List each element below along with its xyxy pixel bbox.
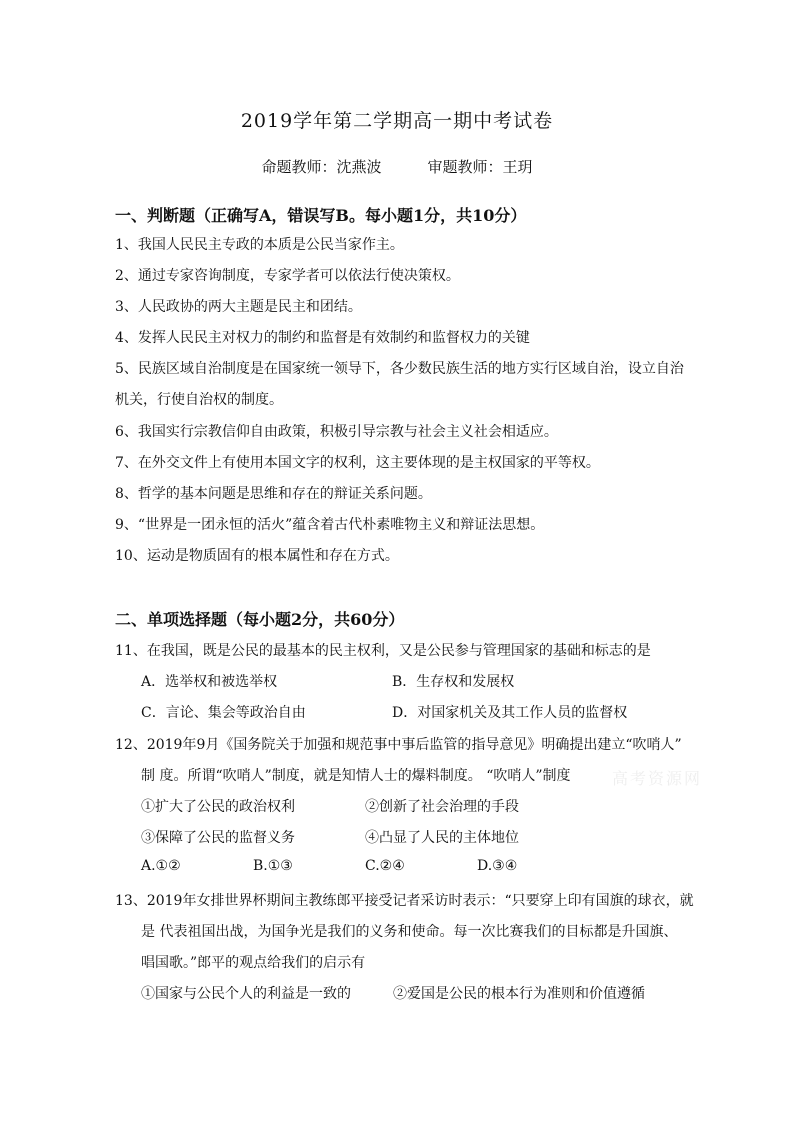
judge-item-6: 6、我国实行宗教信仰自由政策，积极引导宗教与社会主义社会相适应。 xyxy=(115,424,558,440)
authors-line xyxy=(0,156,794,177)
judge-item-7: 7、在外交文件上有使用本国文字的权利，这主要体现的是主权国家的平等权。 xyxy=(115,455,600,471)
q11-option-c: C．言论、集会等政治自由 xyxy=(141,705,306,721)
q12-option-b: B.①③ xyxy=(253,858,293,874)
judge-item-8: 8、哲学的基本问题是思维和存在的辩证关系问题。 xyxy=(115,486,432,502)
watermark: 高考资源网 xyxy=(612,769,703,788)
q12-statement-2: ②创新了社会治理的手段 xyxy=(365,799,519,815)
judge-item-2: 2、通过专家咨询制度，专家学者可以依法行使决策权。 xyxy=(115,268,460,284)
judge-item-3: 3、人民政协的两大主题是民主和团结。 xyxy=(115,299,362,315)
judge-item-10: 10、运动是物质固有的根本属性和存在方式。 xyxy=(115,548,399,564)
q13-stem-cont2: 唱国歌。”郎平的观点给我们的启示有 xyxy=(141,955,366,971)
q12-statement-4: ④凸显了人民的主体地位 xyxy=(365,830,519,846)
q11-option-d: D．对国家机关及其工作人员的监督权 xyxy=(392,705,628,721)
composer-label: 命题教师：沈燕波 xyxy=(261,158,382,176)
q13-stem-cont: 是 代表祖国出战，为国争光是我们的义务和使命。每一次比赛我们的目标都是升国旗、 xyxy=(141,924,678,940)
q12-statement-3: ③保障了公民的监督义务 xyxy=(141,830,295,846)
q13-statement-2: ②爱国是公民的根本行为准则和价值遵循 xyxy=(393,986,645,1002)
page-title: 2019学年第二学期高一期中考试卷 xyxy=(240,110,554,132)
q12-option-c: C.②④ xyxy=(365,858,405,874)
judge-item-5-cont: 机关，行使自治权的制度。 xyxy=(115,392,283,408)
q11-option-b: B．生存权和发展权 xyxy=(392,674,515,690)
q11-stem: 11、在我国，既是公民的最基本的民主权利，又是公民参与管理国家的基础和标志的是 xyxy=(115,643,651,659)
q12-option-a: A.①② xyxy=(141,858,181,874)
judge-item-9: 9、“世界是一团永恒的活火”蕴含着古代朴素唯物主义和辩证法思想。 xyxy=(115,517,545,533)
q13-statement-1: ①国家与公民个人的利益是一致的 xyxy=(141,986,351,1002)
q11-option-a: A．选举权和被选举权 xyxy=(141,674,278,690)
q12-stem-cont: 制 度。所谓“吹哨人”制度，就是知情人士的爆料制度。 “吹哨人”制度 xyxy=(141,768,571,784)
judge-item-1: 1、我国人民民主专政的本质是公民当家作主。 xyxy=(115,237,404,253)
judge-item-5: 5、民族区域自治制度是在国家统一领导下，各少数民族生活的地方实行区域自治，设立自治 xyxy=(115,361,684,377)
q12-option-d: D.③④ xyxy=(477,858,518,874)
q12-stem: 12、2019年9月《国务院关于加强和规范事中事后监管的指导意见》明确提出建立“吹哨人” xyxy=(115,737,682,753)
reviewer-label: 审题教师：王玥 xyxy=(427,158,533,176)
section2-heading: 二、单项选择题（每小题2分，共60分） xyxy=(115,610,405,629)
judge-item-4: 4、发挥人民民主对权力的制约和监督是有效制约和监督权力的关键 xyxy=(115,330,530,346)
q12-statement-1: ①扩大了公民的政治权利 xyxy=(141,799,295,815)
section1-heading: 一、判断题（正确写A，错误写B。每小题1分，共10分） xyxy=(115,206,527,225)
q13-stem: 13、2019年女排世界杯期间主教练郎平接受记者采访时表示：“只要穿上印有国旗的球衣，就 xyxy=(115,893,694,909)
